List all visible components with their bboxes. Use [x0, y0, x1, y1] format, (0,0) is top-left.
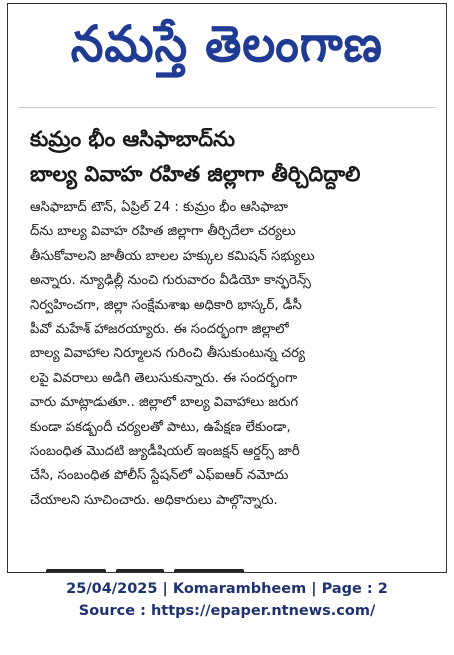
cropped-text-fragment: [174, 569, 244, 573]
body-line: పీవో మహేశ్ హాజరయ్యారు. ఈ సందర్భంగా జిల్లాలో: [30, 322, 289, 338]
source-link[interactable]: Source : https://epaper.ntnews.com/: [78, 603, 376, 619]
article-body: [30, 196, 432, 513]
cropped-text-fragment: [46, 569, 106, 573]
article: [30, 122, 432, 513]
body-line: కుండా పకడ్బందీ చర్యలతో పాటు, ఉపేక్షణ లేకుండా,: [30, 419, 291, 435]
body-line: వారు మాట్లాడుతూ.. జిల్లాలో బాల్య వివాహాలు జరుగ: [30, 395, 299, 411]
body-line: సంబంధిత మొదటి జ్యుడీషియల్ ఇంజక్షన్ ఆర్డర్స్ జారీ: [30, 444, 300, 460]
date-edition-page: 25/04/2025 | Komarambheem | Page : 2: [66, 581, 388, 597]
newspaper-clipping: [7, 3, 447, 573]
cropped-next-headline: [46, 561, 266, 573]
newspaper-title: నమస్తే తెలంగాణ: [70, 14, 384, 73]
body-line: చేసి, సంబంధిత పోలీస్ స్టేషన్‌లో ఎఫ్ఐఆర్ నమోదు: [30, 468, 289, 484]
divider: [18, 107, 436, 108]
body-line: లపై వివరాలు అడిగి తెలుసుకున్నారు. ఈ సందర్భంగా: [30, 370, 298, 386]
clipping-footer: [0, 578, 454, 622]
headline-line-2: బాల్య వివాహ రహిత జిల్లాగా తీర్చిదిద్దాలి: [30, 162, 361, 186]
body-line: అన్నారు. న్యూఢిల్లీ నుంచి గురువారం వీడియో కాన్ఫరెన్స్: [30, 273, 311, 289]
headline-line-1: కుమ్రం భీం ఆసిఫాబాద్‌ను: [30, 127, 236, 151]
body-line: ద్‌ను బాల్య వివాహ రహిత జిల్లాగా తీర్చిదేలా చర్యలు: [30, 224, 296, 240]
body-line: తీసుకోవాలని జాతీయ బాలల హక్కుల కమిషన్ సభ్యులు: [30, 248, 315, 264]
cropped-text-fragment: [116, 569, 164, 573]
masthead: [8, 4, 446, 96]
body-line: ఆసిఫాబాద్ టౌన్, ఏప్రిల్ 24 : కుమ్రం భీం ఆసిఫాబా: [30, 200, 288, 215]
body-line: నిర్వహించగా, జిల్లా సంక్షేమశాఖ అధికారి భాస్కర్, డీసీ: [30, 297, 302, 313]
body-line: బాల్య వివాహాల నిర్మూలన గురించి తీసుకుంటున్న చర్య: [30, 346, 306, 362]
body-line: చేయాలని సూచించారు. అధికారులు పాల్గొన్నారు.: [30, 492, 278, 508]
